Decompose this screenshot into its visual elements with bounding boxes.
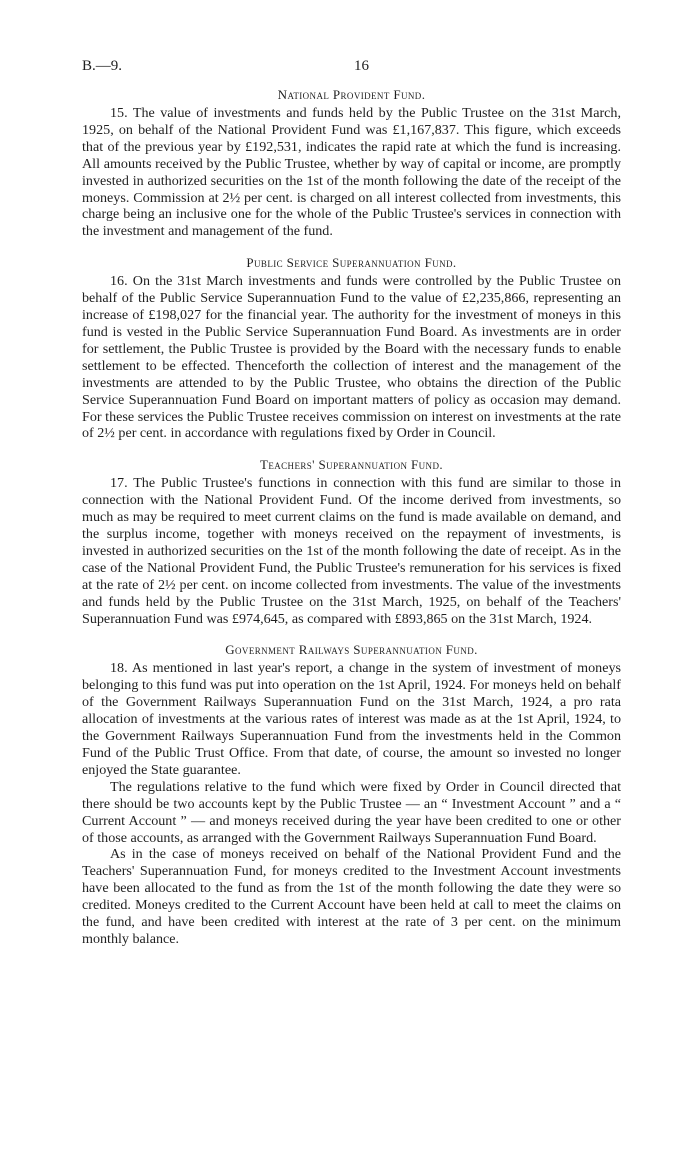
page-number: 16 xyxy=(354,58,369,74)
running-header xyxy=(82,58,621,82)
section-heading-national-provident-fund: National Provident Fund. xyxy=(277,87,426,102)
section-heading-public-service-superannuation-fund: Public Service Superannuation Fund. xyxy=(246,255,457,271)
section-heading-teachers-superannuation-fund: Teachers' Superannuation Fund. xyxy=(260,457,443,473)
document-page xyxy=(82,58,621,948)
document-reference: B.—9. xyxy=(82,58,123,74)
section-heading-government-railways-superannuation-fund: Government Railways Superannuation Fund. xyxy=(225,642,478,658)
paragraph-15: 15. The value of investments and funds held by the Public Trustee on the 31st March, 1925, on behalf of the National Provident Fund was £1,167,837. This figure, which exceeds that of the previous year by £192,531, indicates the rapid rate at which the fund is increasing. All amounts received by the Public Trustee, whether by way of capital or income, are promptly invested in authorized securities on the 1st of the month following the date of the receipt of the moneys. Commission at 2½ per cent. is charged on all interest collected from investments, this charge being an inclusive one for the whole of the Public Trustee's services in connection with the investment and management of the fund. xyxy=(82,105,621,240)
paragraph-18: 18. As mentioned in last year's report, a change in the system of investment of moneys belonging to this fund was put into operation on the 1st April, 1924. For moneys held on behalf of the Government Railways Superannuation Fund on the 31st March, 1924, a pro rata allocation of investments at the various rates of interest was made as at the 1st April, 1924, to the Government Railways Superannuation Fund from the investments held in the Common Fund of the Public Trust Office. From that date, of course, the amount so invested no longer enjoyed the State guarantee. xyxy=(82,660,621,778)
paragraph-16: 16. On the 31st March investments and funds were controlled by the Public Trustee on behalf of the Public Service Superannuation Fund to the value of £2,235,866, representing an increase of £198,027 for the financial year. The authority for the investment of moneys in this fund is vested in the Public Service Superannuation Fund Board. As investments are in order for settlement, the Public Trustee is provided by the Board with the necessary funds to enable settlement to be effected. Thenceforth the collection of interest and the management of the investments are attended to by the Public Trustee, who obtains the direction of the Public Service Superannuation Fund Board on important matters of policy as occasion may demand. For these services the Public Trustee receives commission on interest on investments at the rate of 2½ per cent. in accordance with regulations fixed by Order in Council. xyxy=(82,273,621,442)
paragraph-17: 17. The Public Trustee's functions in connection with this fund are similar to those in connection with the National Provident Fund. Of the income derived from investments, so much as may be required to meet current claims on the fund is made available on demand, and the surplus income, together with moneys received on the repayment of investments, is invested in authorized securities on the 1st of the month following the date of receipt. As in the case of the National Provident Fund, the Public Trustee's remuneration for his services is fixed at the rate of 2½ per cent. on income collected from investments. The value of the investments and funds held by the Public Trustee on the 31st March, 1925, on behalf of the Teachers' Superannuation Fund was £974,645, as compared with £893,865 on the 31st March, 1924. xyxy=(82,475,621,627)
paragraph-18-regulations: The regulations relative to the fund which were fixed by Order in Council directed that there should be two accounts kept by the Public Trustee — an “ Investment Account ” and a “ Current Account ” — and moneys received during the year have been credited to one or other of those accounts, as arranged with the Government Railways Superannuation Fund Board. xyxy=(82,778,621,846)
paragraph-18-allocation: As in the case of moneys received on behalf of the National Provident Fund and the Teachers' Superannuation Fund, for moneys credited to the Investment Account investments have been allocated to the fund as from the 1st of the month following the date they were so credited. Moneys credited to the Current Account have been held at call to meet the claims on the fund, and have been credited with interest at the rate of 3 per cent. on the minimum monthly balance. xyxy=(82,846,621,947)
